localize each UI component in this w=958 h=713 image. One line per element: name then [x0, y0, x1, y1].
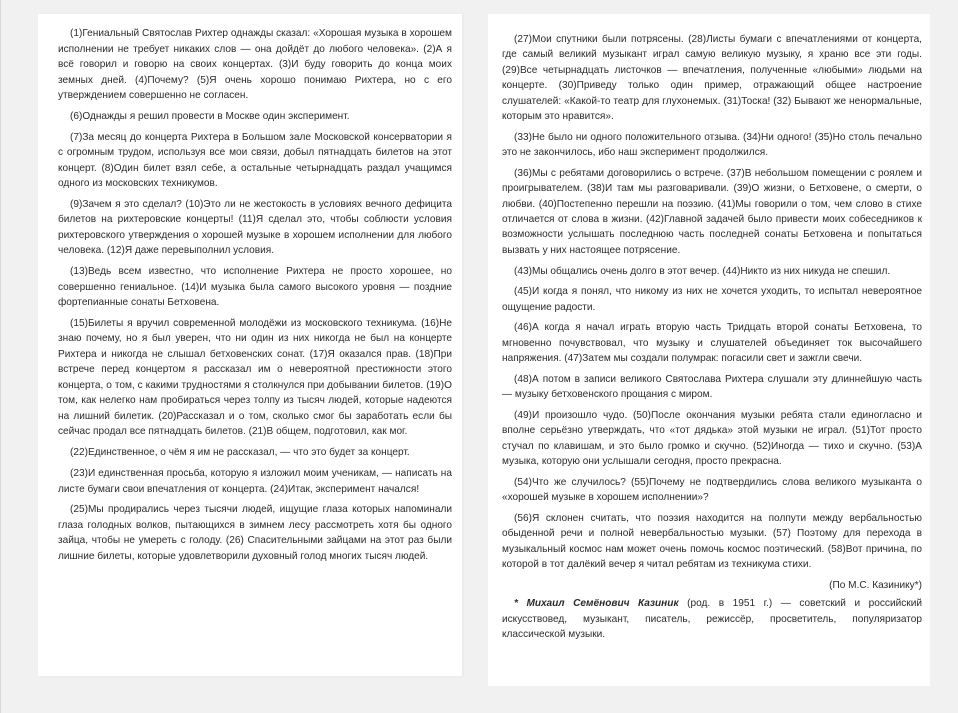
paragraph: (46)А когда я начал играть вторую часть Тридцать второй сонаты Бетховена, то мгновенно почувствовал, что музыку и слушателей объединяет ток высочайшего напряжения. (47)Затем мы создали полумрак: погасили свет и зажгли свечи. [502, 322, 922, 365]
left-page [38, 14, 462, 676]
footnote-text: (род. в 1951 г.) — советский и российский искусствовед, музыкант, писатель, режиссёр, просветитель, популяризатор классической музыки. [502, 598, 922, 641]
paragraph: (13)Ведь всем известно, что исполнение Рихтера не просто хорошее, но совершенно гениальное. (14)И музыка была самого высокого уровня — поздние фортепианные сонаты Бетховена. [58, 266, 452, 309]
paragraph: (15)Билеты я вручил современной молодёжи из московского техникума. (16)Не знаю почему, но я был уверен, что ни один из них никогда не был на концерте Рихтера и никогда не слышал бетховенских сонат. (17)Я оказался прав. (18)При встрече перед концертом я рассказал им о невероятной престижности этого концерта, о том, с какими трудностями я столкнулся при добывании билетов. (19)О том, как нелегко нам пробираться через толпу из тысяч людей, которые надеются на лишний билетик. (20)Рассказал и о том, сколько смог бы заработать если бы сейчас продал все пятнадцать билетов. (21)В общем, подготовил, как мог. [58, 317, 452, 438]
paragraph: (6)Однажды я решил провести в Москве один эксперимент. [70, 110, 350, 122]
footnote-author-name: * Михаил Семёнович Казиник [514, 598, 679, 610]
paragraph: (45)И когда я понял, что никому из них не хочется уходить, то испытал невероятное ощущение радости. [502, 286, 922, 313]
paragraph: (56)Я склонен считать, что поэзия находится на полпути между вербальностью обыденной речи и полной невербальностью музыки. (57) Поэтому для перехода в музыкальный космос нам может очень помочь космос поэтический. (58)Вот причина, по которой в тот далёкий вечер я читал ребятам из техникума стихи. [502, 513, 922, 571]
right-page [488, 14, 930, 686]
paragraph: (7)За месяц до концерта Рихтера в Большом зале Московской консерватории я с огромным трудом, используя все мои связи, добыл пятнадцать билетов на этот концерт. (8)Один билет взял себе, а остальные четырнадцать раздал учащимся одного из московских техникумов. [58, 131, 452, 190]
author-footnote [502, 596, 922, 643]
paragraph: (9)Зачем я это сделал? (10)Это ли не жестокость в условиях вечного дефицита билетов на рихтеровские концерты! (11)Я сделал это, чтобы соблюсти условия рихтеровского утверждения о хорошей музыке в хорошем исполнении для любого человека. (12)Я даже перевыполнил условия. [58, 198, 452, 257]
paragraph: (33)Не было ни одного положительного отзыва. (34)Ни одного! (35)Но столь печально это не закончилось, ибо наш эксперимент продолжился. [502, 131, 922, 159]
paragraph: (49)И произошло чудо. (50)После окончания музыки ребята стали единогласно и вполне серьёзно утверждать, что «тот дядька» этой музыки не играл. (51)Тот просто стучал по клавишам, и это было громко и скучно. (52)Иногда — тихо и скучно. (53)А музыка, которую они услышали сегодня, просто прекрасна. [502, 410, 922, 468]
paragraph: (1)Гениальный Святослав Рихтер однажды сказал: «Хорошая музыка в хорошем исполнении не требует никаких слов — она дойдёт до любого человека». (2)А я всё говорил и говорю на своих концертах. (3)И буду говорить до конца моих земных дней. (4)Почему? (5)Я очень хорошо понимаю Рихтера, но с его утверждением совершенно не согласен. [58, 28, 452, 101]
paragraph: (48)А потом в записи великого Святослава Рихтера слушали эту длиннейшую часть — музыку бетховенского прощания с миром. [502, 373, 922, 401]
paragraph: (43)Мы общались очень долго в этот вечер. (44)Никто из них никуда не спешил. [514, 265, 891, 277]
paragraph: (27)Мои спутники были потрясены. (28)Листы бумаги с впечатлениями от концерта, где самый великий музыкант играл самую великую музыку, я храню все эти годы. (29)Все четырнадцать листочков — впечатления, полученные «любыми» людьми на концерте. (30)Приведу только один пример, отражающий общее настроение слушателей: «Какой-то театр для глухонемых. (31)Тоска! (32) Бывают же ненормальные, которым это нравится». [502, 34, 922, 123]
paragraph: (36)Мы с ребятами договорились о встрече. (37)В небольшом помещении с роялем и проигрывателем. (38)И там мы разговаривали. (39)О жизни, о Бетховене, о смерти, о любви. (40)Постепенно перешли на поэзию. (41)Мы говорили о том, чем слово в стихе отличается от слова в жизни. (42)Главной задачей было привести моих собеседников к возможности услышать последнюю часть последней сонаты Бетховена и попытаться вызвать у них настоящее потрясение. [502, 167, 922, 256]
window-left-border [0, 0, 1, 713]
paragraph: (23)И единственная просьба, которую я изложил моим ученикам, — написать на листе бумаги свои впечатления от концерта. (24)Итак, эксперимент начался! [58, 468, 452, 495]
paragraph: (22)Единственное, о чём я им не рассказал, — что это будет за концерт. [70, 447, 410, 459]
source-attribution: (По М.С. Казинику*) [829, 579, 922, 591]
paragraph: (25)Мы продирались через тысячи людей, ищущие глаза которых напоминали глаза голодных волков, пытающихся в зимнем лесу рассмотреть хотя бы одного зайца, чтобы не умереть с голоду. (26) Спасительными зайцами на этот раз были лишние билеты, которые удовлетворили духовный голод многих тысяч людей. [58, 504, 452, 562]
paragraph: (54)Что же случилось? (55)Почему не подтвердились слова великого музыканта о «хорошей музыке в хорошем исполнении»? [502, 476, 922, 504]
